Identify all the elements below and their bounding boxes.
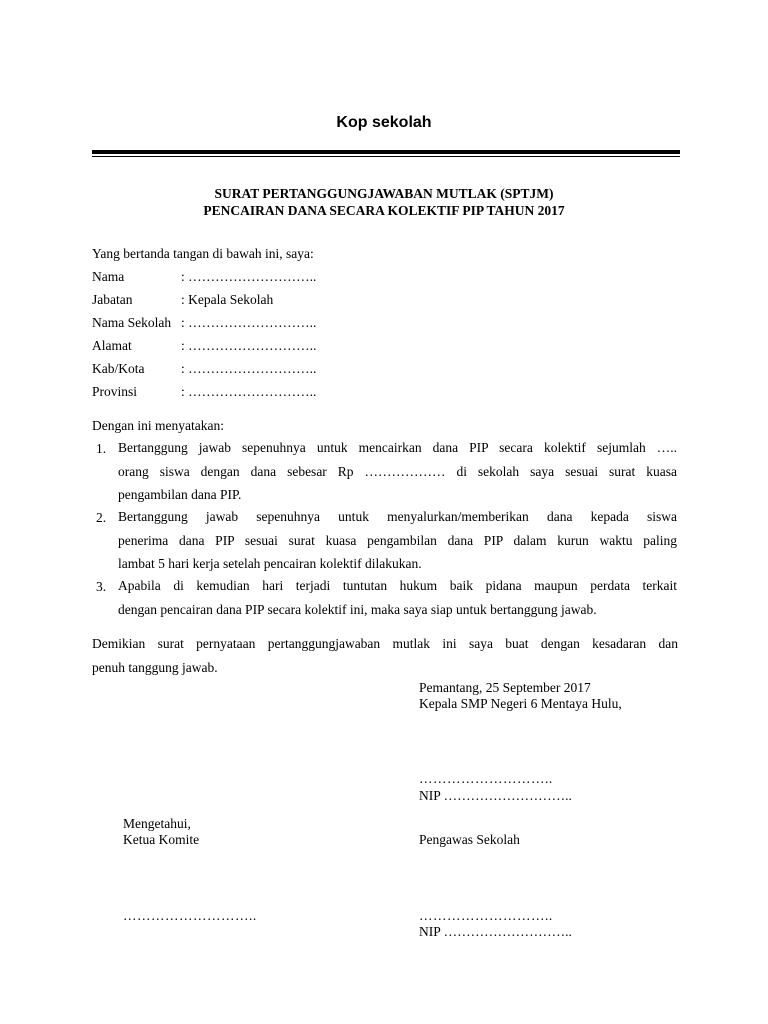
committee-name: ……………………….. — [123, 908, 257, 923]
supervisor-nip: NIP ……………………….. — [419, 924, 572, 939]
principal-title: Kepala SMP Negeri 6 Mentaya Hulu, — [419, 696, 622, 711]
supervisor-title: Pengawas Sekolah — [419, 832, 520, 847]
closing-line-1: Demikian surat pernyataan pertanggungjawaban mutlak ini saya buat dengan kesadaran dan — [92, 636, 678, 651]
statement-2-line-2: penerima dana PIP sesuai surat kuasa pengambilan dana PIP dalam kurun waktu paling — [118, 532, 677, 548]
principal-name: ……………………….. — [419, 771, 553, 786]
field-label-alamat: Alamat — [92, 338, 132, 353]
field-label-nama: Nama — [92, 269, 125, 284]
committee-title: Ketua Komite — [123, 832, 200, 847]
statement-1 — [118, 436, 677, 507]
statement-2-line-1: Bertanggung jawab sepenuhnya untuk menyalurkan/memberikan dana kepada siswa — [118, 509, 677, 524]
place-date: Pemantang, 25 September 2017 — [419, 680, 591, 695]
statement-number-3: 3. — [96, 579, 107, 594]
statement-1-line-2: orang siswa dengan dana sebesar Rp ……………… di sekolah saya sesuai surat kuasa — [118, 463, 677, 479]
closing-paragraph — [92, 632, 678, 680]
statement-2 — [118, 505, 677, 576]
field-value-nama: : ……………………….. — [181, 269, 317, 284]
statement-intro: Dengan ini menyatakan: — [92, 418, 224, 433]
field-label-nama-sekolah: Nama Sekolah — [92, 315, 172, 330]
supervisor-name: ……………………….. — [419, 908, 553, 923]
document-title — [0, 185, 768, 219]
statement-number-2: 2. — [96, 510, 107, 525]
field-value-nama-sekolah: : ……………………….. — [181, 315, 317, 330]
field-value-jabatan: : Kepala Sekolah — [181, 292, 274, 307]
field-value-kab-kota: : ……………………….. — [181, 361, 317, 376]
statement-2-line-3: lambat 5 hari kerja setelah pencairan kolektif dilakukan. — [118, 556, 422, 571]
principal-nip: NIP ……………………….. — [419, 788, 572, 803]
field-label-kab-kota: Kab/Kota — [92, 361, 145, 376]
statement-1-line-1: Bertanggung jawab sepenuhnya untuk mencairkan dana PIP secara kolektif sejumlah ….. — [118, 440, 677, 455]
acknowledged-label: Mengetahui, — [123, 816, 191, 831]
letterhead: Kop sekolah — [336, 114, 432, 131]
letterhead-rule-thick — [92, 150, 680, 154]
intro-text: Yang bertanda tangan di bawah ini, saya: — [92, 246, 314, 261]
closing-line-2: penuh tanggung jawab. — [92, 660, 218, 675]
statement-3-line-2: dengan pencairan dana PIP secara kolektif ini, maka saya siap untuk bertanggung jawab. — [118, 601, 597, 617]
title-line-1: SURAT PERTANGGUNGJAWABAN MUTLAK (SPTJM) — [214, 186, 554, 201]
statement-number-1: 1. — [96, 441, 107, 456]
statement-1-line-3: pengambilan dana PIP. — [118, 487, 242, 502]
field-value-provinsi: : ……………………….. — [181, 384, 317, 399]
title-line-2: PENCAIRAN DANA SECARA KOLEKTIF PIP TAHUN 2017 — [203, 203, 565, 218]
field-label-jabatan: Jabatan — [92, 292, 133, 307]
letterhead-rule-thin — [92, 156, 680, 157]
statement-3-line-1: Apabila di kemudian hari terjadi tuntutan hukum baik pidana maupun perdata terkait — [118, 578, 677, 593]
field-value-alamat: : ……………………….. — [181, 338, 317, 353]
statement-3 — [118, 574, 677, 621]
field-label-provinsi: Provinsi — [92, 384, 138, 399]
